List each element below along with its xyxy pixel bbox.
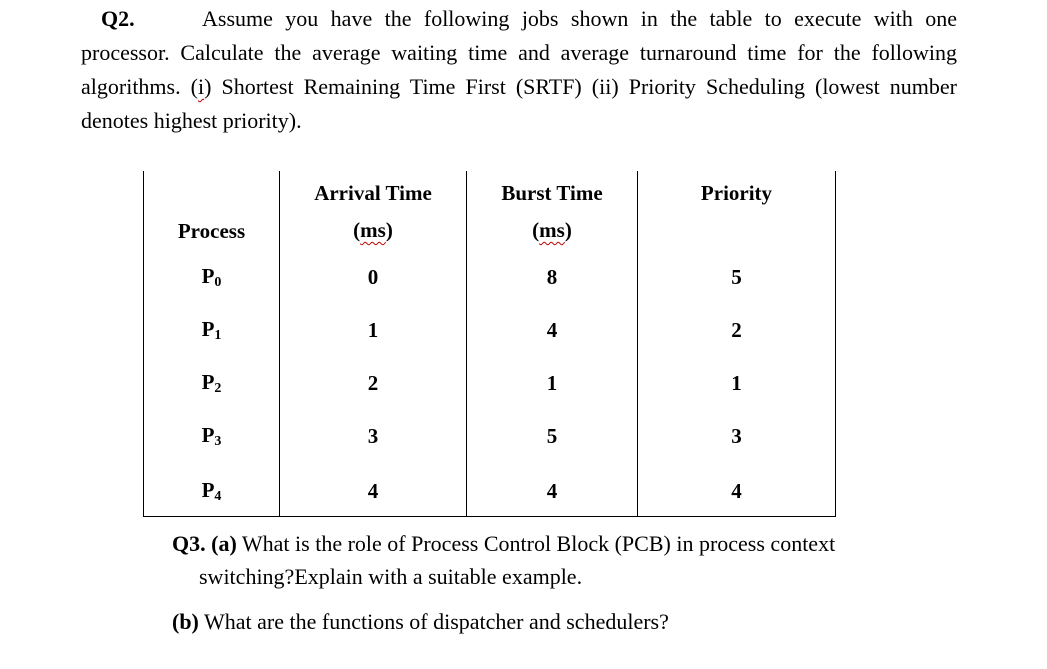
process-cell: $P_1$: [144, 304, 280, 357]
priority-cell: 1: [638, 357, 836, 410]
burst-cell: 5: [467, 410, 638, 463]
part-a-text: What is the role of Process Control Block (PCB) in process context: [241, 531, 836, 556]
priority-cell: 5: [638, 251, 836, 304]
header-arrival-time: Arrival Time (ms): [280, 171, 467, 251]
part-b-label: (b): [172, 609, 199, 634]
header-burst-time: Burst Time (ms): [467, 171, 638, 251]
burst-cell: 8: [467, 251, 638, 304]
arrival-cell: 4: [280, 463, 467, 516]
question-2-roman-i: i: [197, 74, 205, 99]
burst-cell: 4: [467, 463, 638, 516]
priority-cell: 4: [638, 463, 836, 516]
header-priority: Priority: [638, 171, 836, 251]
arrival-unit: ms: [360, 218, 386, 242]
process-cell: $P_0$: [144, 251, 280, 304]
question-3: [172, 527, 932, 638]
question-3-part-a: [172, 527, 932, 560]
arrival-cell: 2: [280, 357, 467, 410]
question-3-part-b: [172, 605, 932, 638]
burst-cell: 4: [467, 304, 638, 357]
process-cell: $P_4$: [144, 463, 280, 516]
part-b-text: What are the functions of dispatcher and schedulers?: [204, 609, 669, 634]
burst-cell: 1: [467, 357, 638, 410]
jobs-table: [143, 171, 836, 517]
table-row: [144, 463, 836, 516]
arrival-cell: 1: [280, 304, 467, 357]
question-2: [81, 2, 957, 138]
part-a-label: (a): [211, 531, 237, 556]
question-2-label: Q2.: [101, 6, 135, 31]
header-process: Process: [144, 171, 280, 251]
priority-cell: 3: [638, 410, 836, 463]
question-2-line1: Assume you have the following jobs shown in the table to execute with one: [202, 6, 957, 31]
table-row: [144, 251, 836, 304]
part-a-text-continued: switching?Explain with a suitable example.: [199, 564, 583, 589]
arrival-cell: 3: [280, 410, 467, 463]
table-row: [144, 410, 836, 463]
arrival-cell: 0: [280, 251, 467, 304]
table-row: [144, 357, 836, 410]
question-2-body: processor. Calculate the average waiting time and average turnaround time for the following algorithms. (: [81, 40, 957, 99]
priority-cell: 2: [638, 304, 836, 357]
question-2-body-end: ) Shortest Remaining Time First (SRTF) (ii) Priority Scheduling (lowest number denotes highest priority).: [81, 74, 957, 133]
process-cell: $P_3$: [144, 410, 280, 463]
table-header-row: [144, 171, 836, 251]
burst-unit: ms: [539, 218, 565, 242]
question-3-label: Q3.: [172, 531, 206, 556]
table-row: [144, 304, 836, 357]
process-cell: $P_2$: [144, 357, 280, 410]
